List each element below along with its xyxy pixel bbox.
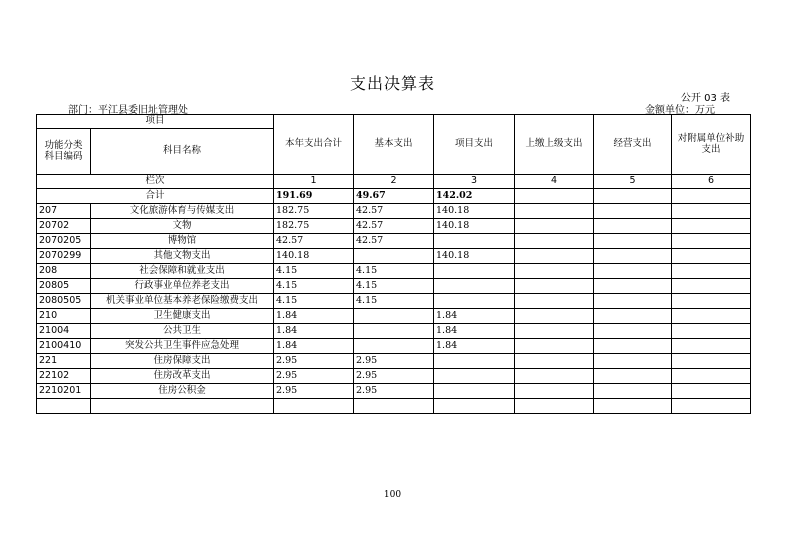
- row-code: 2100410: [37, 339, 91, 354]
- empty-cell: [274, 399, 354, 414]
- row-name: 卫生健康支出: [91, 309, 274, 324]
- row-code: 2070299: [37, 249, 91, 264]
- row-name: 突发公共卫生事件应急处理: [91, 339, 274, 354]
- row-business: [594, 324, 672, 339]
- table-row-empty: [37, 399, 751, 414]
- col-index-4: 4: [515, 175, 594, 189]
- row-subsidy: [672, 309, 751, 324]
- row-upper: [515, 234, 594, 249]
- row-project: [434, 234, 515, 249]
- row-code: 2070205: [37, 234, 91, 249]
- row-basic: [354, 249, 434, 264]
- row-upper: [515, 369, 594, 384]
- row-basic: 4.15: [354, 279, 434, 294]
- form-number: 公开 03 表: [680, 93, 730, 104]
- row-project: 140.18: [434, 204, 515, 219]
- empty-cell: [672, 399, 751, 414]
- table-row: [37, 204, 751, 219]
- row-upper: [515, 324, 594, 339]
- row-basic: 42.57: [354, 219, 434, 234]
- unit-label: 金额单位：万元: [645, 105, 715, 116]
- total-row-total: 191.69: [274, 189, 354, 204]
- col-index-label: 栏次: [37, 175, 274, 189]
- row-upper: [515, 309, 594, 324]
- row-business: [594, 339, 672, 354]
- row-total: 2.95: [274, 369, 354, 384]
- table-row: [37, 234, 751, 249]
- row-total: 4.15: [274, 279, 354, 294]
- row-name: 其他文物支出: [91, 249, 274, 264]
- row-total: 182.75: [274, 219, 354, 234]
- header-upper: 上缴上级支出: [515, 115, 594, 175]
- total-row-label: 合计: [37, 189, 274, 204]
- total-row-subsidy: [672, 189, 751, 204]
- row-name: 机关事业单位基本养老保险缴费支出: [91, 294, 274, 309]
- row-total: 182.75: [274, 204, 354, 219]
- row-basic: 4.15: [354, 264, 434, 279]
- row-project: [434, 384, 515, 399]
- row-subsidy: [672, 339, 751, 354]
- row-upper: [515, 339, 594, 354]
- row-name: 住房保障支出: [91, 354, 274, 369]
- row-subsidy: [672, 234, 751, 249]
- row-subsidy: [672, 354, 751, 369]
- row-upper: [515, 384, 594, 399]
- row-business: [594, 354, 672, 369]
- row-total: 1.84: [274, 339, 354, 354]
- row-upper: [515, 279, 594, 294]
- row-total: 2.95: [274, 354, 354, 369]
- table-row: [37, 384, 751, 399]
- row-name: 文化旅游体育与传媒支出: [91, 204, 274, 219]
- row-name: 行政事业单位养老支出: [91, 279, 274, 294]
- row-code: 22102: [37, 369, 91, 384]
- table-row: [37, 354, 751, 369]
- row-business: [594, 204, 672, 219]
- row-subsidy: [672, 219, 751, 234]
- row-basic: [354, 339, 434, 354]
- row-code: 21004: [37, 324, 91, 339]
- table-row: [37, 294, 751, 309]
- col-index-5: 5: [594, 175, 672, 189]
- header-subject-name: 科目名称: [91, 129, 274, 175]
- row-project: [434, 294, 515, 309]
- col-index-3: 3: [434, 175, 515, 189]
- row-business: [594, 384, 672, 399]
- empty-cell: [594, 399, 672, 414]
- empty-cell: [354, 399, 434, 414]
- col-index-2: 2: [354, 175, 434, 189]
- header-project: 项目支出: [434, 115, 515, 175]
- row-total: 4.15: [274, 264, 354, 279]
- row-basic: 2.95: [354, 384, 434, 399]
- row-basic: 2.95: [354, 354, 434, 369]
- row-business: [594, 249, 672, 264]
- row-basic: 4.15: [354, 294, 434, 309]
- row-subsidy: [672, 264, 751, 279]
- row-code: 2210201: [37, 384, 91, 399]
- row-basic: [354, 324, 434, 339]
- row-business: [594, 294, 672, 309]
- row-code: 207: [37, 204, 91, 219]
- expenditure-table: [36, 114, 751, 414]
- row-total: 2.95: [274, 384, 354, 399]
- table-row: [37, 249, 751, 264]
- row-upper: [515, 204, 594, 219]
- row-project: 1.84: [434, 309, 515, 324]
- empty-cell: [434, 399, 515, 414]
- row-upper: [515, 264, 594, 279]
- header-business: 经营支出: [594, 115, 672, 175]
- row-project: 1.84: [434, 324, 515, 339]
- total-row-project: 142.02: [434, 189, 515, 204]
- row-subsidy: [672, 294, 751, 309]
- row-subsidy: [672, 384, 751, 399]
- row-basic: 2.95: [354, 369, 434, 384]
- table-row: [37, 264, 751, 279]
- table-row: [37, 369, 751, 384]
- table-row: [37, 324, 751, 339]
- row-name: 文物: [91, 219, 274, 234]
- row-code: 20702: [37, 219, 91, 234]
- row-project: [434, 369, 515, 384]
- row-upper: [515, 354, 594, 369]
- department-label: 部门：平江县委旧址管理处: [68, 105, 188, 116]
- page-title: 支出决算表: [349, 74, 435, 93]
- row-code: 20805: [37, 279, 91, 294]
- row-basic: [354, 309, 434, 324]
- row-subsidy: [672, 279, 751, 294]
- row-total: 140.18: [274, 249, 354, 264]
- col-index-1: 1: [274, 175, 354, 189]
- table-row: [37, 339, 751, 354]
- row-business: [594, 264, 672, 279]
- header-basic: 基本支出: [354, 115, 434, 175]
- table-row: [37, 279, 751, 294]
- row-basic: 42.57: [354, 204, 434, 219]
- row-code: 210: [37, 309, 91, 324]
- header-total: 本年支出合计: [274, 115, 354, 175]
- row-business: [594, 234, 672, 249]
- row-business: [594, 369, 672, 384]
- total-row-upper: [515, 189, 594, 204]
- row-project: 140.18: [434, 249, 515, 264]
- row-upper: [515, 219, 594, 234]
- row-business: [594, 309, 672, 324]
- header-subsidy: 对附属单位补助 支出: [672, 115, 751, 175]
- row-basic: 42.57: [354, 234, 434, 249]
- row-name: 社会保障和就业支出: [91, 264, 274, 279]
- row-project: [434, 354, 515, 369]
- row-upper: [515, 294, 594, 309]
- row-project: 1.84: [434, 339, 515, 354]
- page-number: 100: [383, 490, 402, 500]
- table-row: [37, 219, 751, 234]
- row-total: 1.84: [274, 324, 354, 339]
- row-total: 1.84: [274, 309, 354, 324]
- row-project: [434, 279, 515, 294]
- empty-cell: [515, 399, 594, 414]
- header-item: 项目: [37, 115, 274, 129]
- row-subsidy: [672, 249, 751, 264]
- row-business: [594, 279, 672, 294]
- row-code: 2080505: [37, 294, 91, 309]
- row-total: 42.57: [274, 234, 354, 249]
- row-name: 公共卫生: [91, 324, 274, 339]
- empty-cell: [91, 399, 274, 414]
- row-code: 208: [37, 264, 91, 279]
- row-name: 住房公积金: [91, 384, 274, 399]
- empty-cell: [37, 399, 91, 414]
- row-business: [594, 219, 672, 234]
- row-upper: [515, 249, 594, 264]
- row-project: 140.18: [434, 219, 515, 234]
- row-name: 住房改革支出: [91, 369, 274, 384]
- col-index-6: 6: [672, 175, 751, 189]
- row-name: 博物馆: [91, 234, 274, 249]
- table-row: [37, 309, 751, 324]
- row-total: 4.15: [274, 294, 354, 309]
- header-func-code: 功能分类 科目编码: [37, 129, 91, 175]
- row-subsidy: [672, 204, 751, 219]
- row-code: 221: [37, 354, 91, 369]
- row-subsidy: [672, 324, 751, 339]
- total-row-business: [594, 189, 672, 204]
- row-subsidy: [672, 369, 751, 384]
- row-project: [434, 264, 515, 279]
- total-row-basic: 49.67: [354, 189, 434, 204]
